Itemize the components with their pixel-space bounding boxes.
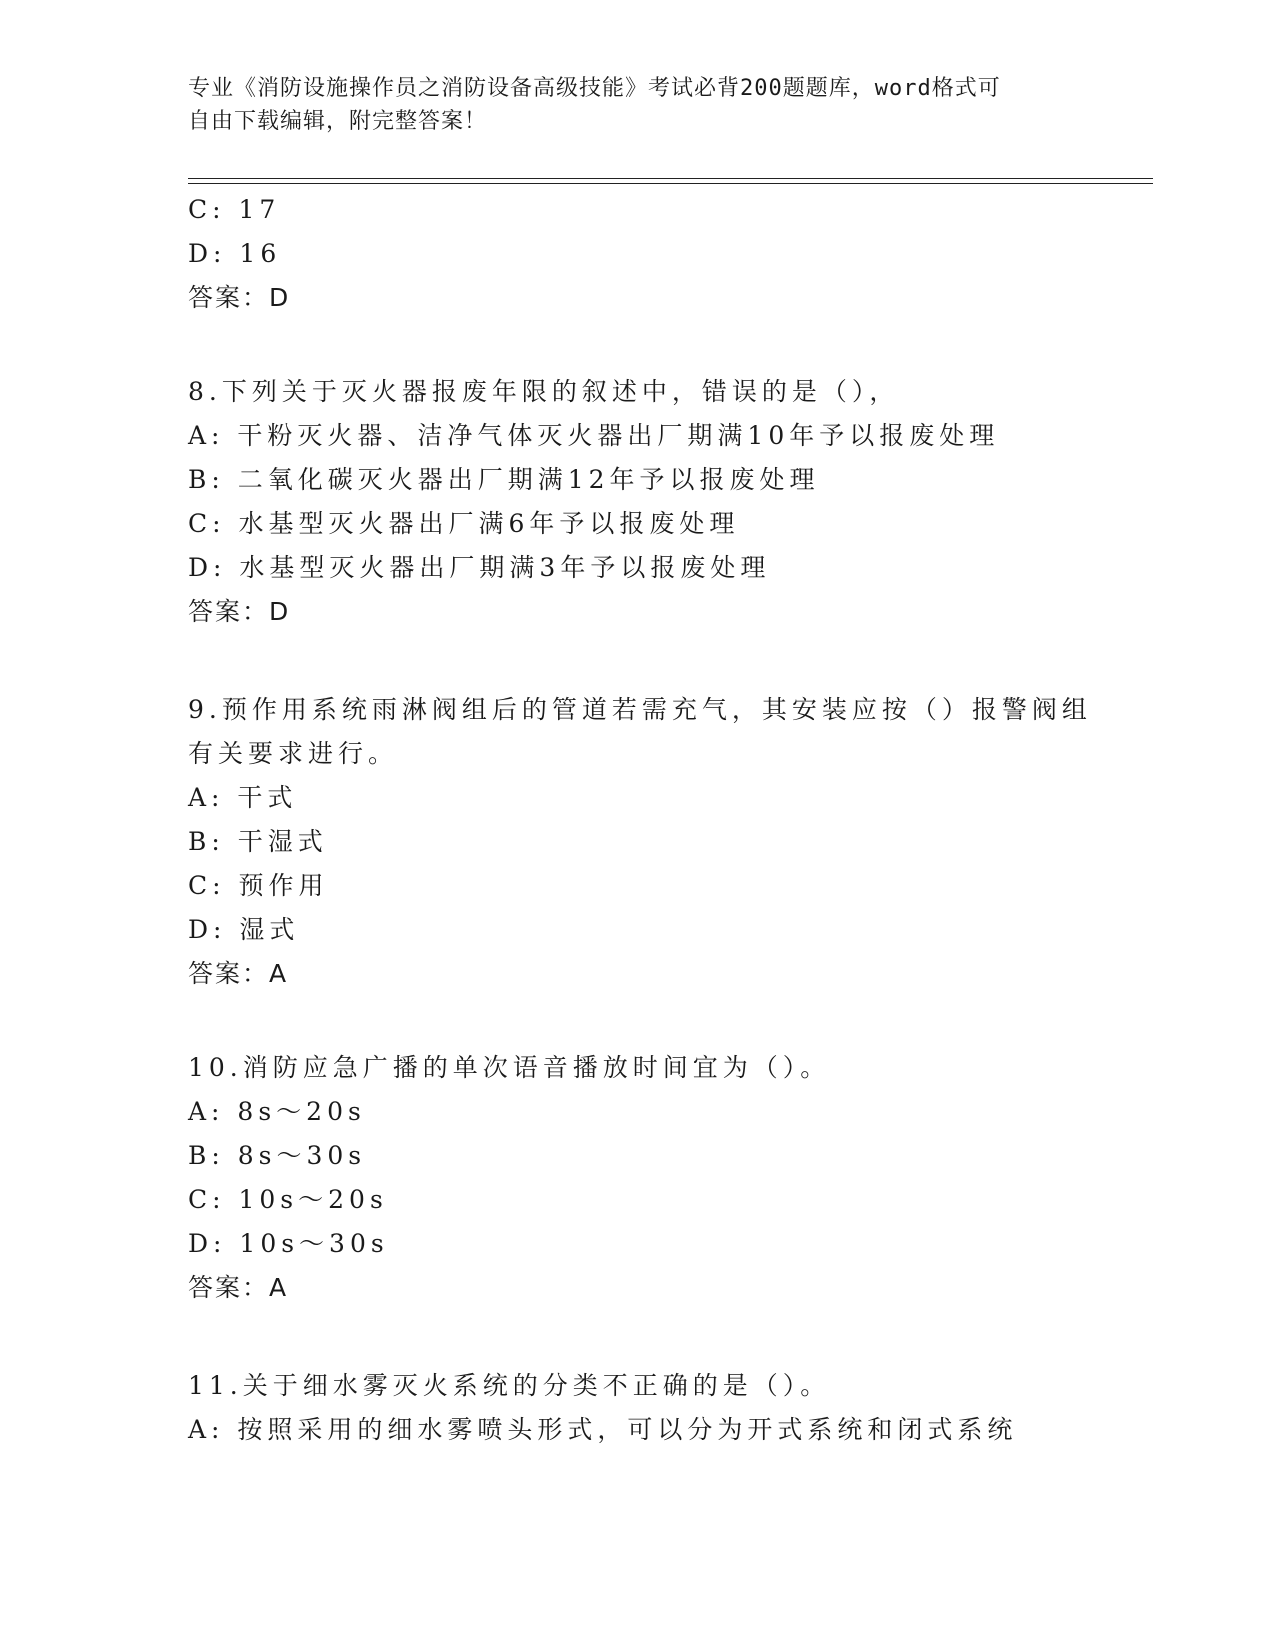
answer: 答案：D <box>188 283 291 312</box>
question-title-continued: 有关要求进行。 <box>188 739 399 768</box>
option-d: D: 湿式 <box>188 915 300 944</box>
option-b: B: 干湿式 <box>188 827 328 856</box>
option-d: D: 10s～30s <box>188 1229 389 1258</box>
option-d: D: 水基型灭火器出厂期满3年予以报废处理 <box>188 553 771 582</box>
header-line-2: 自由下载编辑，附完整答案！ <box>188 109 488 134</box>
answer: 答案：A <box>188 959 289 988</box>
option-b: B: 二氧化碳灭火器出厂期满12年予以报废处理 <box>188 465 820 494</box>
header-line-1: 专业《消防设施操作员之消防设备高级技能》考试必背200题题库，word格式可 <box>188 76 1001 101</box>
question-title: 8.下列关于灭火器报废年限的叙述中，错误的是（）， <box>188 377 900 406</box>
option-a: A: 8s～20s <box>188 1097 366 1126</box>
document-header <box>188 72 1068 138</box>
option-d: D: 16 <box>188 239 282 268</box>
option-b: B: 8s～30s <box>188 1141 367 1170</box>
header-divider-top <box>188 178 1153 179</box>
header-divider-bottom <box>188 183 1153 184</box>
answer: 答案：D <box>188 597 291 626</box>
question-title: 9.预作用系统雨淋阀组后的管道若需充气，其安装应按（）报警阀组 <box>188 695 1092 724</box>
option-c: C: 17 <box>188 195 281 224</box>
option-a: A: 按照采用的细水雾喷头形式，可以分为开式系统和闭式系统 <box>188 1415 1018 1444</box>
question-title: 11.关于细水雾灭火系统的分类不正确的是（）。 <box>188 1371 831 1400</box>
question-title: 10.消防应急广播的单次语音播放时间宜为（）。 <box>188 1053 831 1082</box>
answer: 答案：A <box>188 1273 289 1302</box>
option-a: A: 干式 <box>188 783 298 812</box>
option-c: C: 水基型灭火器出厂满6年予以报废处理 <box>188 509 740 538</box>
option-a: A: 干粉灭火器、洁净气体灭火器出厂期满10年予以报废处理 <box>188 421 1000 450</box>
option-c: C: 10s～20s <box>188 1185 388 1214</box>
option-c: C: 预作用 <box>188 871 329 900</box>
